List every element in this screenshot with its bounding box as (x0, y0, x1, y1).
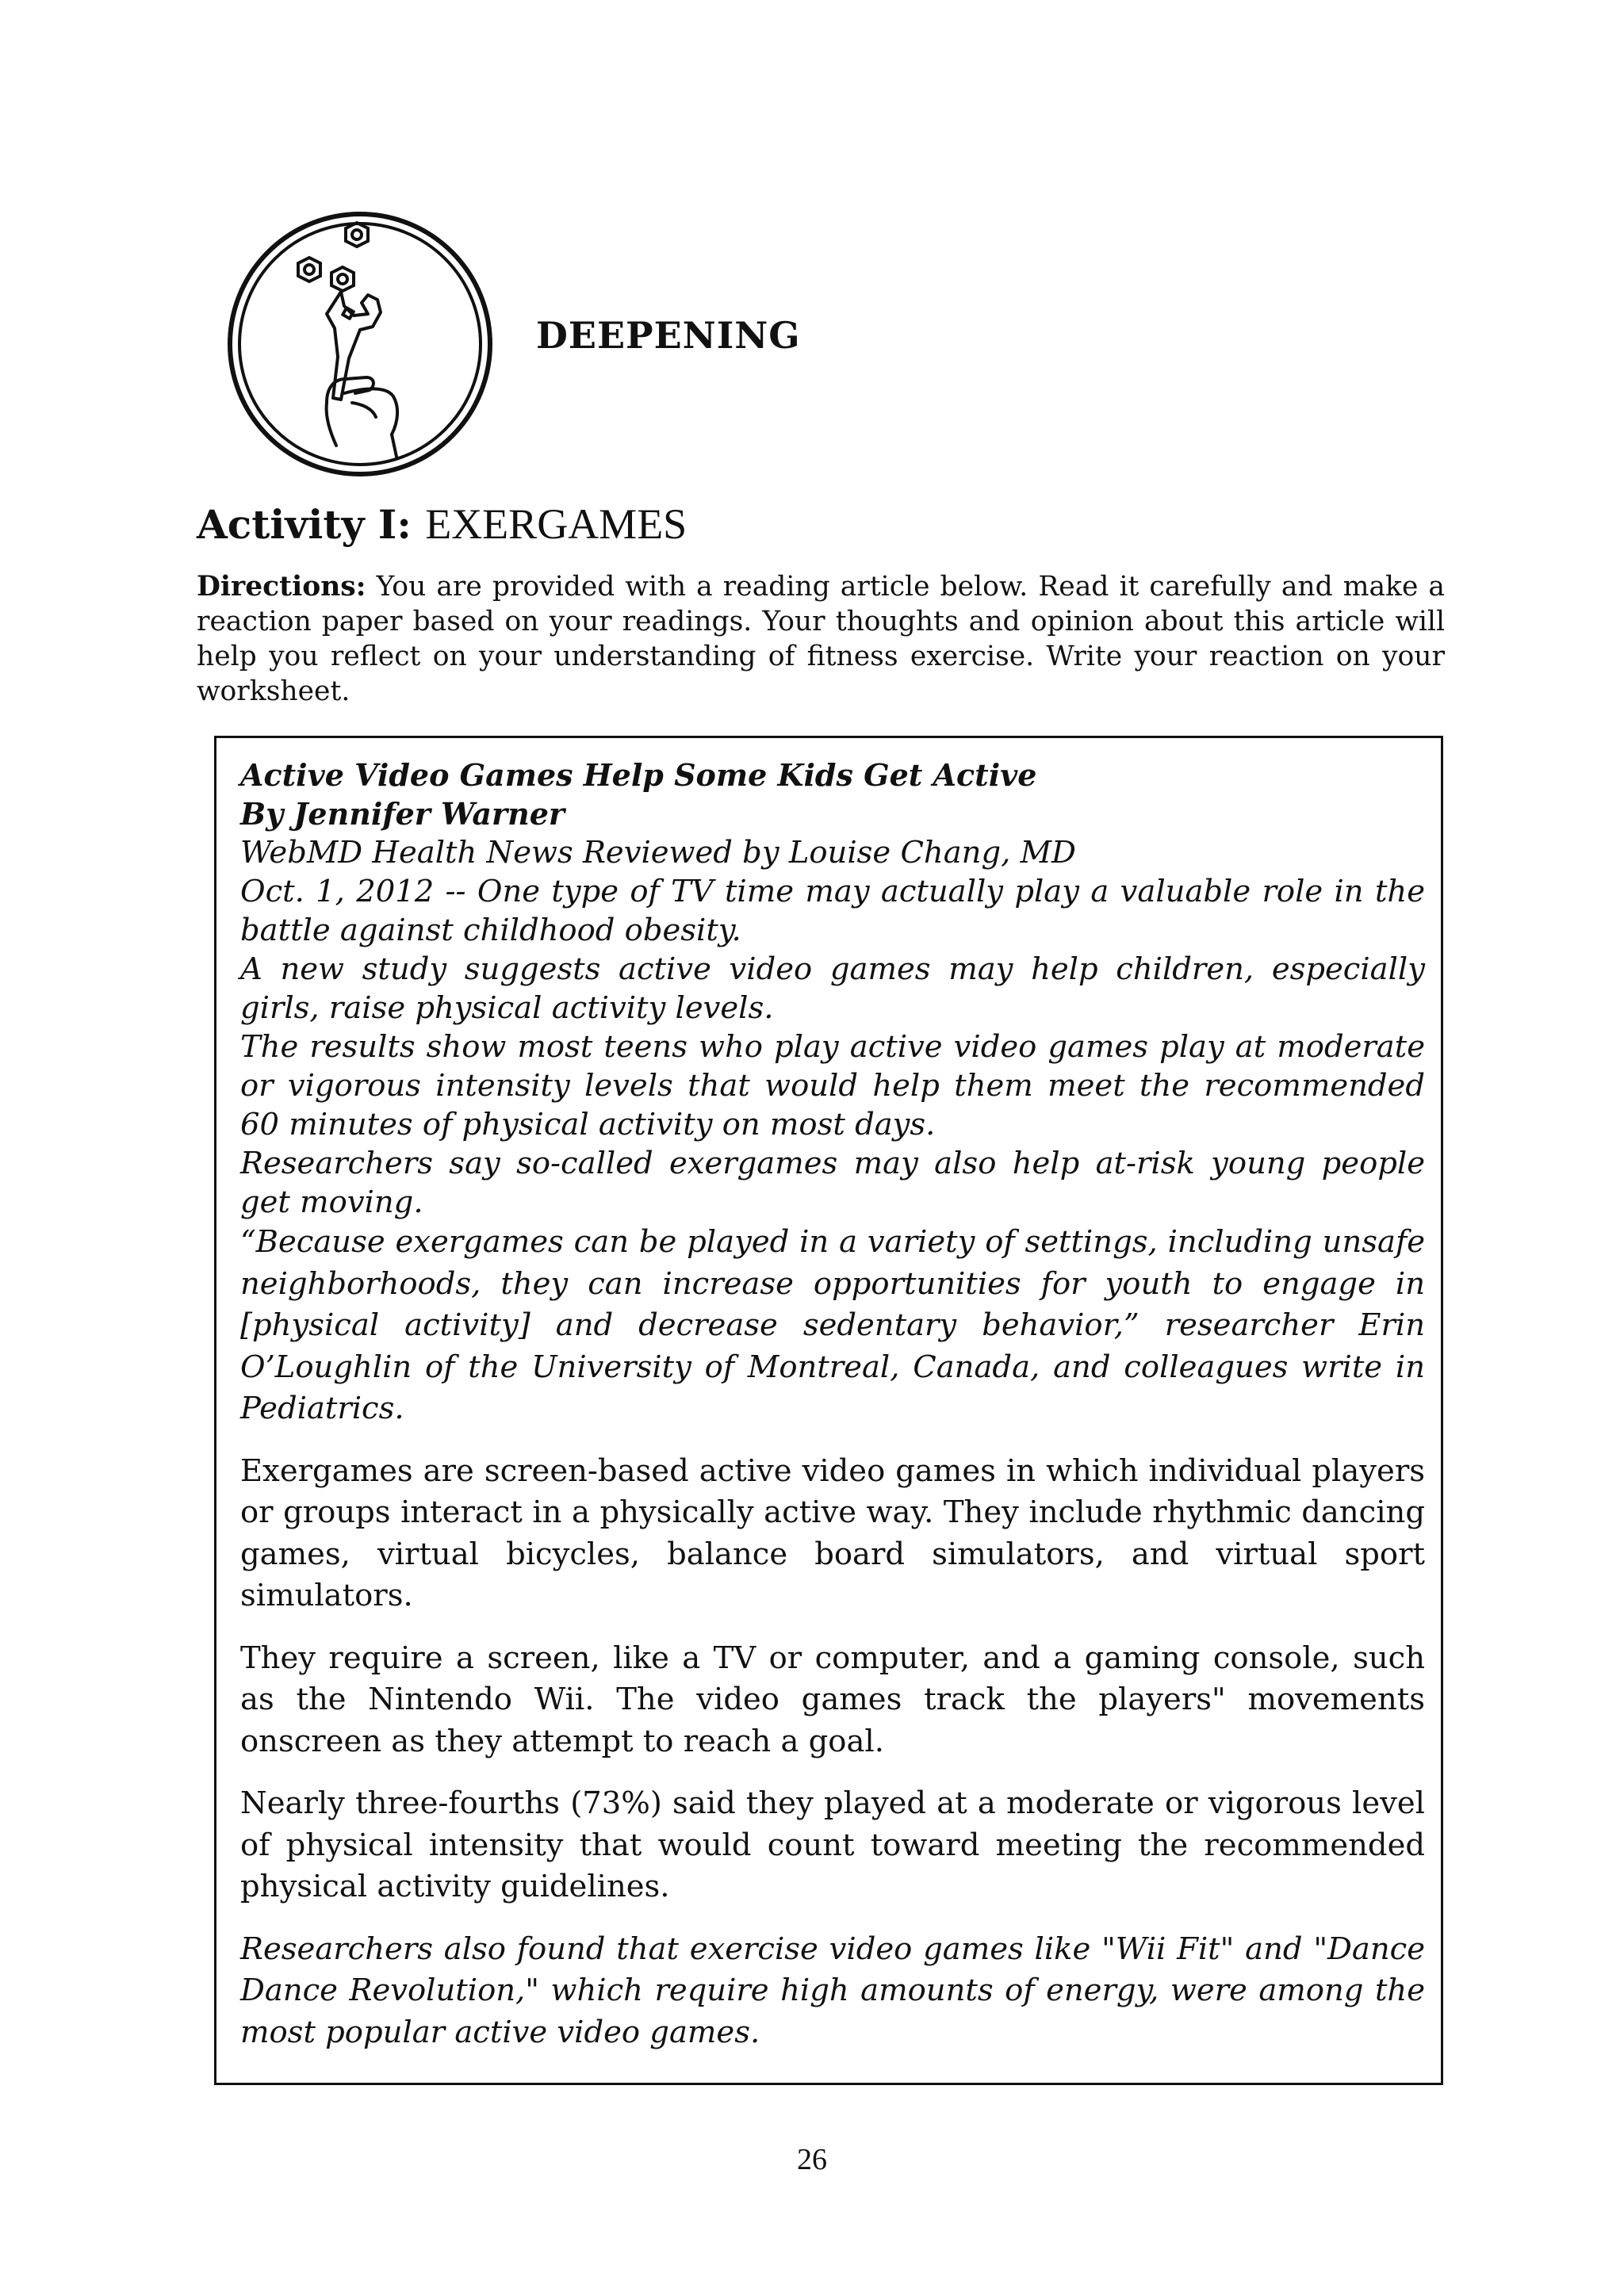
directions-text: You are provided with a reading article below. Read it carefully and make a reaction paper based on your readings. Your thoughts and opinion about this article will help you reflect on your understanding of fitness exercise. Write your reaction on your worksheet. (197, 571, 1446, 707)
article-lead-paragraph: Researchers say so-called exergames may also help at-risk young people get moving. (240, 1146, 1425, 1220)
activity-label: Activity I: (197, 501, 412, 548)
article-source: WebMD Health News Reviewed by Louise Chang, MD (240, 835, 1076, 871)
directions-label: Directions: (197, 571, 366, 603)
activity-name: EXERGAMES (425, 500, 688, 548)
deepening-icon (225, 209, 495, 479)
article-body-paragraph: Nearly three-fourths (73%) said they played at a moderate or vigorous level of physical intensity that would count toward meeting the recommended physical activity guidelines. (240, 1785, 1425, 1904)
article-body-paragraph: They require a screen, like a TV or computer, and a gaming console, such as the Nintendo Wii. The video games track the players" movements onscreen as they attempt to reach a goal. (240, 1640, 1425, 1759)
activity-title (197, 499, 687, 549)
article-box (214, 736, 1443, 2085)
article-lead-paragraph: The results show most teens who play active video games play at moderate or vigorous intensity levels that would help them meet the recommended 60 minutes of physical activity on most days. (240, 1029, 1425, 1142)
section-heading: DEEPENING (536, 314, 801, 357)
article-lead-paragraph: Oct. 1, 2012 -- One type of TV time may actually play a valuable role in the battle against childhood obesity. (240, 874, 1425, 948)
article-lead-paragraph: A new study suggests active video games may help children, especially girls, raise physical activity levels. (240, 951, 1425, 1026)
article-body-paragraph: Exergames are screen-based active video games in which individual players or groups interact in a physically active way. They include rhythmic dancing games, virtual bicycles, balance board simulators, and virtual sport simulators. (240, 1452, 1425, 1613)
article-title: Active Video Games Help Some Kids Get Active (240, 757, 1037, 793)
directions (197, 569, 1445, 709)
article-closing-paragraph: Researchers also found that exercise video games like "Wii Fit" and "Dance Dance Revolution," which require high amounts of energy, were among the most popular active video games. (240, 1931, 1425, 2050)
article-author: By Jennifer Warner (240, 796, 565, 832)
page-number: 26 (797, 2143, 827, 2176)
article-quote: “Because exergames can be played in a variety of settings, including unsafe neighborhoods, they can increase opportunities for youth to engage in [physical activity] and decrease sedentary behavior,” researcher Erin O’Loughlin of the University of Montreal, Canada, and colleagues write in Pediatrics. (240, 1224, 1425, 1426)
